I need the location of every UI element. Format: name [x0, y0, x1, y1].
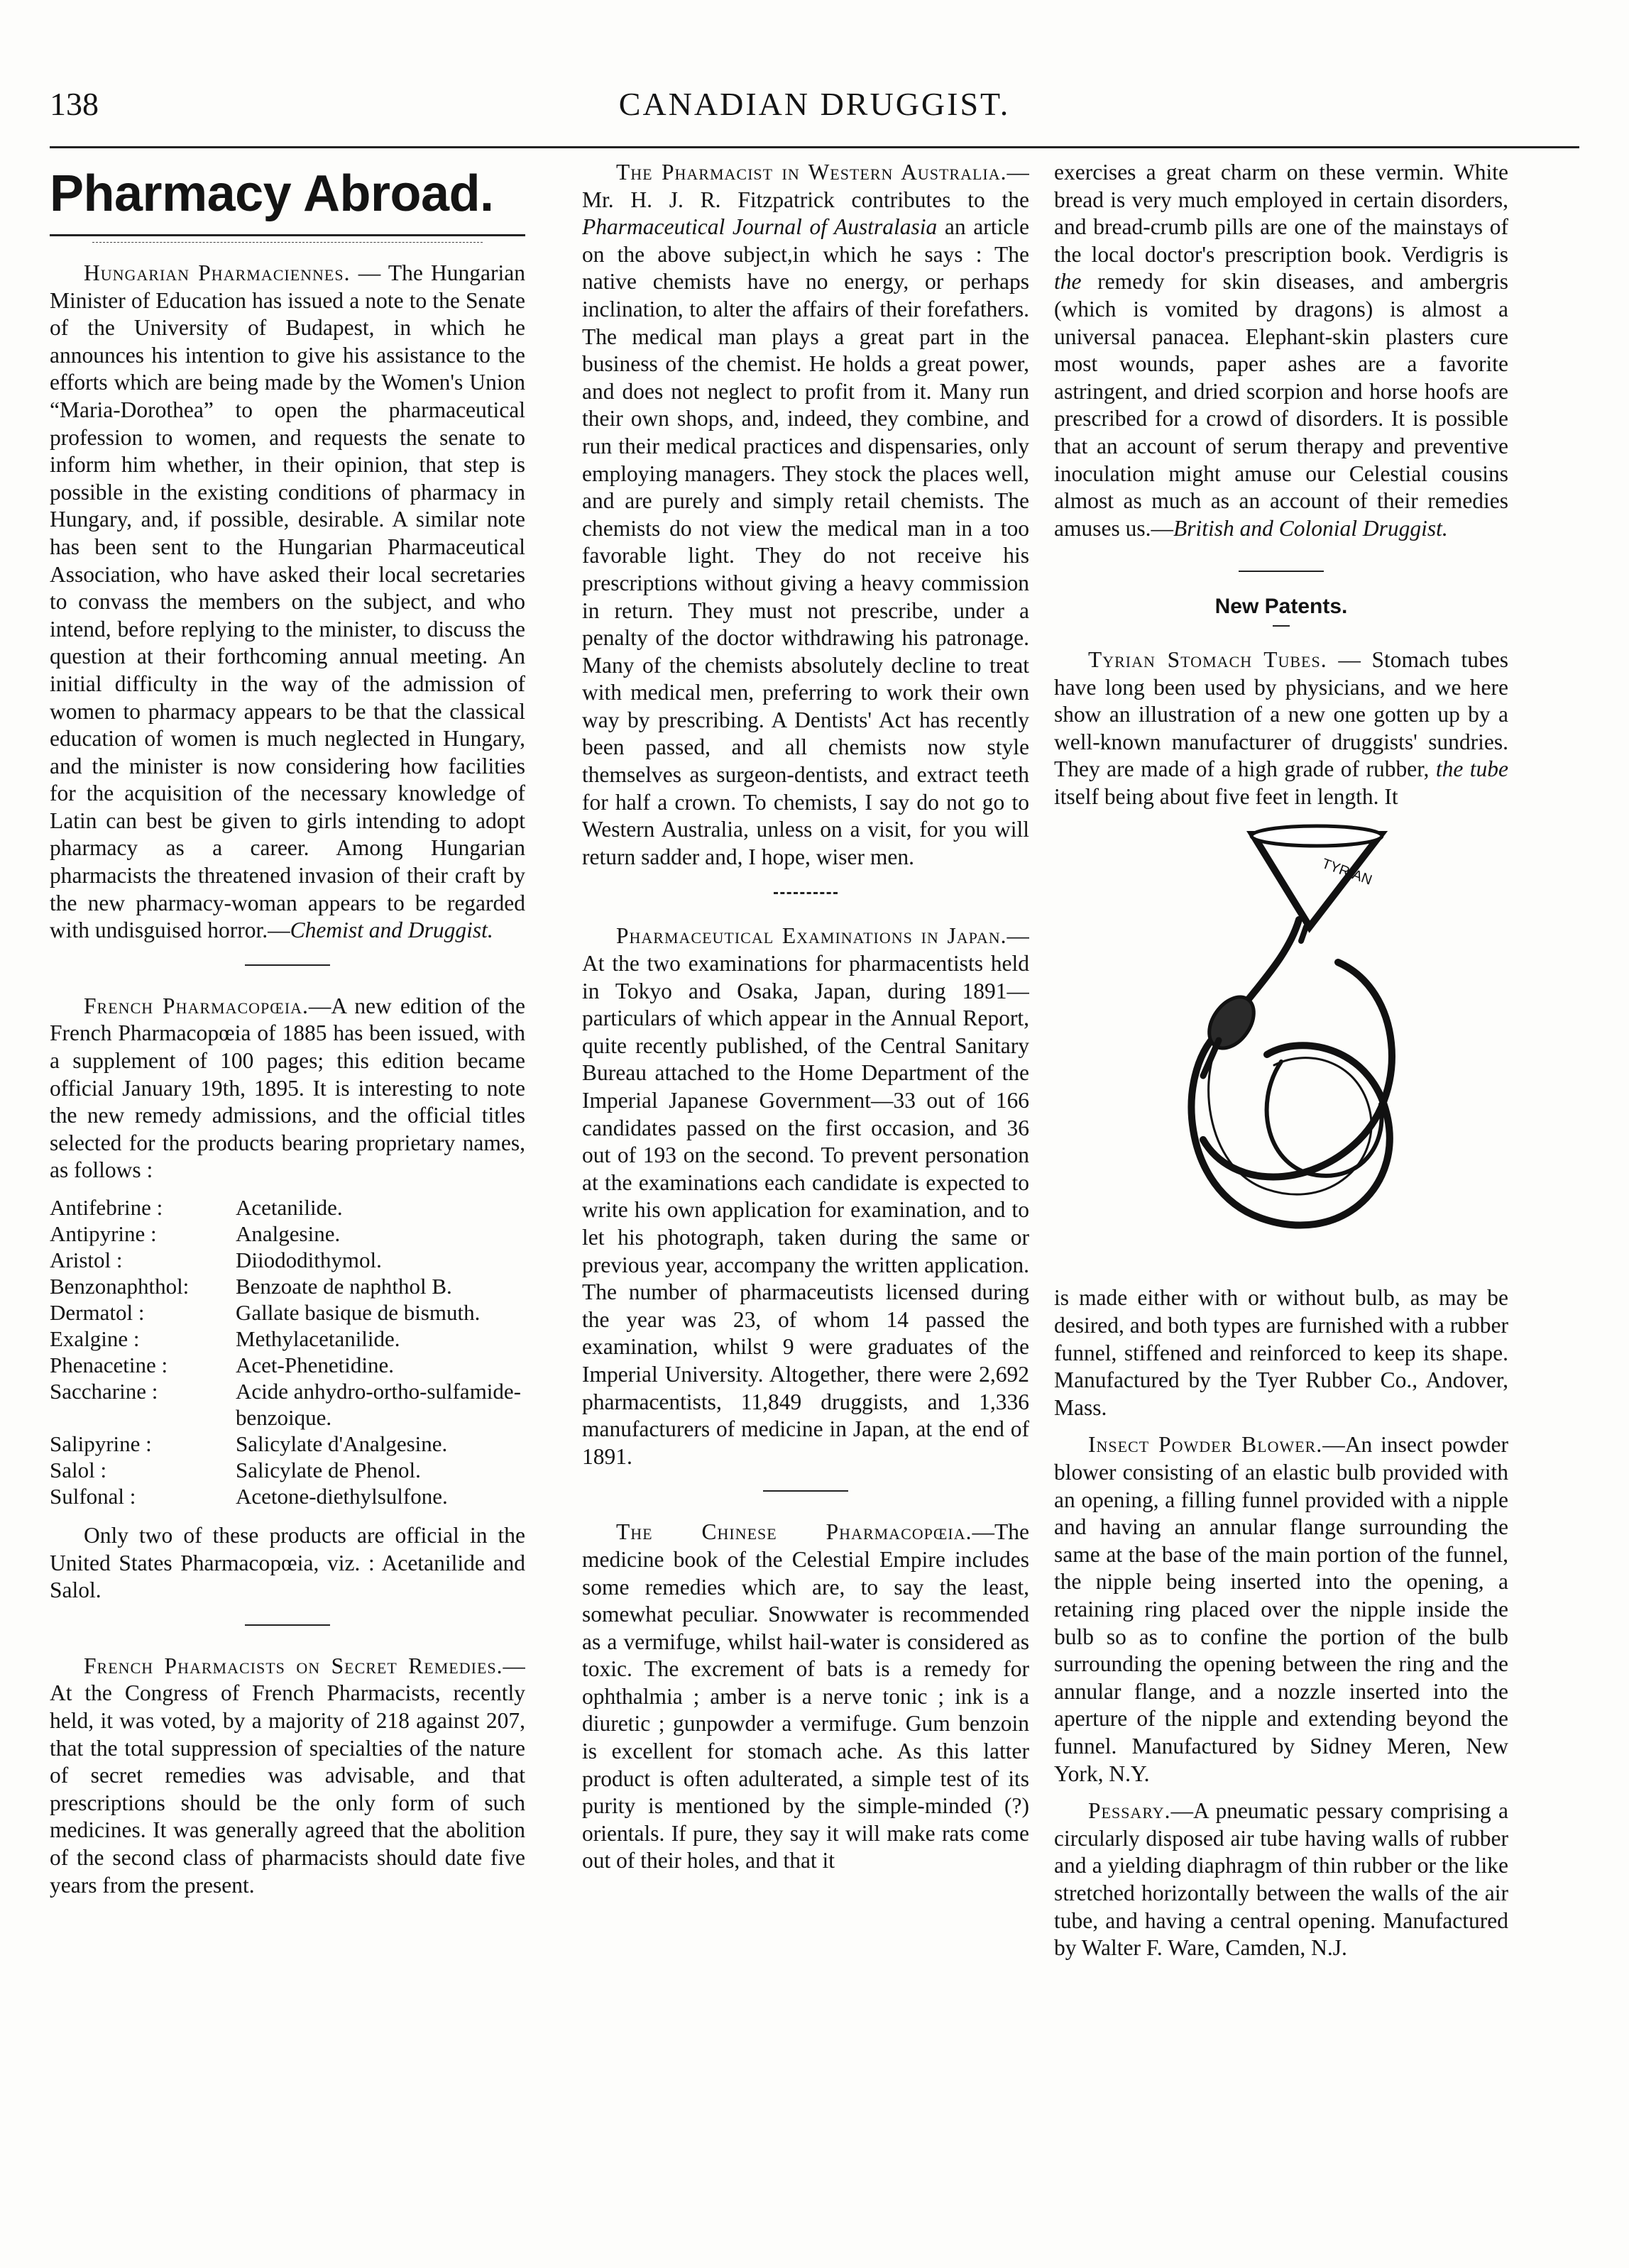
drug-official-name: Analgesine.: [236, 1221, 341, 1246]
stomach-tube-illustration: [1054, 820, 1508, 1275]
drug-row: [50, 1194, 525, 1221]
column-1: [50, 159, 525, 2240]
article-hungarian: [50, 260, 525, 945]
separator: [245, 964, 330, 966]
article-body: —An insect powder blower consisting of an elastic bulb provided with an opening, a filling funnel provided with a nipple and having an annular flange surrounding the same at the base of the main portion of the funnel, the nipple being inserted into the opening, a retaining ring placed over the nipple inside the bulb so as to confine the portion of the bulb surrounding the opening between the ring and the annular flange, and a nozzle inserted into the aperture of the nipple and extending beyond the funnel. Manufactured by Sidney Meren, New York, N.Y.: [1054, 1432, 1508, 1786]
article-body: —At the two examinations for pharmacentists held in Tokyo and Osaka, Japan, during 1891—particulars of which appear in the Annual Report, quite recently published, of the Central Sanitary Bureau attached to the Home Department of the Imperial Japanese Government—33 out of 166 candidates passed on the first occasion, and 36 out of 193 on the second. To prevent personation at the examinations each candidate is expected to write his own application for examination, and to let his photograph, taken during the same or previous year, accompany the written application. The number of pharmaceutists licensed during the year was 23, of whom 14 passed the examination, whilst 9 were graduates of the Imperial University. Altogether, there were 2,692 pharmacentists, 11,849 druggists, and 1,336 manufacturers of medicine in Japan, at the end of 1891.: [582, 923, 1029, 1469]
drug-trade-name: Salipyrine :: [50, 1431, 152, 1456]
article-body: an article on the above subject,in which he says : The native chemists have no energy, or perhaps inclination, to alter the affairs of their forefathers. The medical man plays a great part in the business of the chemist. He holds a great power, and does not neglect to profit from it. Many run their own shops, and, indeed, they combine, and run their medical practices and dispensaries, only employing managers. They stock the places well, and are purely and simply retail chemists. The chemists do not view the medical man in a too favorable light. They do not receive his prescriptions without giving a heavy commission in return. They must not prescribe, under a penalty of the doctor withdrawing his patronage. Many of the chemists absolutely decline to treat with medical men, preferring to work their own way by prescribing. A Dentists' Act has recently been passed, and all chemists now style themselves as surgeon-dentists, and extract teeth for half a crown. To chemists, I say do not go to Western Australia, unless on a visit, for you will return sadder and, I hope, wiser men.: [582, 214, 1029, 869]
column-2: [582, 159, 1029, 2240]
drug-trade-name: Exalgine :: [50, 1326, 140, 1351]
drug-row: [50, 1457, 525, 1483]
drug-row: [50, 1483, 525, 1509]
drug-trade-name: Benzonaphthol:: [50, 1274, 190, 1299]
article-body: —A new edition of the French Pharmacopœia of 1885 has been issued, with a supplement of 100 pages; this edition became official January 19th, 1895. It is interesting to note the new remedy admissions, and the official titles selected for the products bearing proprietary names, as follows :: [50, 993, 525, 1183]
article-head: The Chinese Pharmacopœia.: [616, 1519, 972, 1545]
article-french-pharmacopoeia: [50, 993, 525, 1184]
drug-official-name: Acetanilide.: [236, 1195, 343, 1220]
drug-trade-name: Antipyrine :: [50, 1221, 157, 1246]
drug-official-name: Methylacetanilide.: [236, 1326, 400, 1351]
article-head: Pessary.: [1088, 1798, 1171, 1824]
article-paragraph: is made either with or without bulb, as may be desired, and both types are furnished with a rubber funnel, stiffened and reinforced to keep its shape. Manufactured by the Tyer Rubber Co., Andover, Mass.: [1054, 1285, 1508, 1420]
header-rule: [50, 146, 1579, 148]
stomach-tube-icon: [1175, 820, 1402, 1260]
article-head: Hungarian Pharmaciennes.: [84, 260, 351, 285]
article-body: remedy for skin diseases, and ambergris (which is vomited by dragons) is almost a universal panacea. Elephant-skin plasters cure most wounds, paper ashes are a favorite astringent, and dried scorpion and horse hoofs are prescribed for a crowd of disorders. It is possible that an account of serum therapy and preventive inoculation might amuse our Celestial cousins almost as much as an account of their remedies amuses us.—: [1054, 269, 1508, 541]
separator: [245, 1624, 330, 1626]
emphasis: the tube: [1435, 756, 1508, 782]
drug-trade-name: Phenacetine :: [50, 1353, 168, 1377]
drug-trade-name: Salol :: [50, 1458, 107, 1482]
article-body: exercises a great charm on these vermin. White bread is very much employed in certain disorders, and bread-crumb pills are one of the mainstays of the local doctor's prescription book. Verdigris is: [1054, 160, 1508, 267]
drug-trade-name: Aristol :: [50, 1248, 123, 1272]
drug-official-name: Acet-Phenetidine.: [236, 1353, 394, 1377]
article-tyrian: [1054, 646, 1508, 811]
drug-row: [50, 1299, 525, 1326]
article-head: The Pharmacist in Western Australia.: [616, 160, 1007, 185]
article-paragraph: Only two of these products are official in the United States Pharmacopœia, viz. : Acetanilide and Salol.: [50, 1523, 525, 1603]
heading-rule: [1273, 625, 1290, 627]
drug-row: [50, 1326, 525, 1352]
article-pessary: [1054, 1798, 1508, 1962]
drug-official-name: Acide anhydro-ortho-sulfamide-benzoique.: [236, 1379, 522, 1430]
column-3: [1054, 159, 1508, 2240]
funnel-label: TYRIAN: [1320, 856, 1374, 889]
section-title: Pharmacy Abroad.: [50, 165, 494, 222]
article-head: French Pharmacists on Secret Remedies.: [84, 1653, 503, 1678]
drug-row: [50, 1352, 525, 1378]
drug-row: [50, 1273, 525, 1299]
drug-row: [50, 1221, 525, 1247]
article-chinese-continued: [1054, 159, 1508, 542]
drug-trade-name: Sulfonal :: [50, 1484, 136, 1509]
article-body: — The Hungarian Minister of Education has issued a note to the Senate of the University of Budapest, in which he announces his intention to give his assistance to the efforts which are being made by the Women's Union “Maria-Dorothea” to open the pharmaceutical profession to women, and requests the senate to inform him whether, in their opinion, that step is possible in the existing conditions of pharmacy in Hungary, and, if possible, desirable. A similar note has been sent to the Hungarian Pharmaceutical Association, who have asked their local secretaries to convass the members on the subject, and who intend, before replying to the minister, to discuss the question at their forthcoming annual meeting. An initial difficulty in the way of the admission of women to pharmacy appears to be that the classical education of women is much neglected in Hungary, and the minister is now considering how facilities for the acquisition of the necessary knowledge of Latin can best be given to girls intending to adopt pharmacy as a career. Among Hungarian pharmacists the threatened invasion of their craft by the new pharmacy-woman appears to be regarded with undisguised horror.—: [50, 260, 525, 943]
drug-trade-name: Saccharine :: [50, 1379, 158, 1404]
drug-row: [50, 1378, 525, 1431]
separator: [1239, 571, 1324, 572]
section-heading-new-patents: New Patents.: [1214, 595, 1348, 619]
article-body: —Mr. H. J. R. Fitzpatrick contributes to the: [582, 160, 1029, 212]
article-head: Pharmaceutical Examinations in Japan.: [616, 923, 1007, 949]
article-body: —A pneumatic pessary comprising a circularly disposed air tube having walls of rubber and a yielding diaphragm of thin rubber or the like stretched horizontally between the walls of the air tube, and having a central opening. Manufactured by Walter F. Ware, Camden, N.J.: [1054, 1798, 1508, 1961]
separator: [774, 892, 838, 894]
journal-name: Pharmaceutical Journal of Australasia: [582, 214, 938, 240]
article-head: French Pharmacopœia.: [84, 993, 309, 1018]
article-french-pharmacists: [50, 1653, 525, 1899]
article-western-australia: [582, 159, 1029, 871]
article-body: —At the Congress of French Pharmacists, recently held, it was voted, by a majority of 218 against 207, that the total suppression of specialties of the nature of secret remedies was advisable, and that prescriptions should be the only form of such medicines. It was generally agreed that the abolition of the second class of pharmacists should date five years from the present.: [50, 1653, 525, 1898]
drug-official-name: Acetone-diethylsulfone.: [236, 1484, 448, 1509]
page-number: 138: [50, 86, 99, 122]
article-chinese: [582, 1519, 1029, 1875]
drug-trade-name: Dermatol :: [50, 1300, 145, 1325]
drug-official-name: Gallate basique de bismuth.: [236, 1300, 481, 1325]
drug-official-name: Diiododithymol.: [236, 1248, 382, 1272]
drug-official-name: Benzoate de naphthol B.: [236, 1274, 452, 1299]
title-dashed-rule: [92, 242, 483, 243]
article-head: Tyrian Stomach Tubes.: [1088, 646, 1327, 672]
article-source: Chemist and Druggist.: [290, 918, 493, 943]
drug-row: [50, 1247, 525, 1273]
article-examinations: [582, 923, 1029, 1470]
emphasis: the: [1054, 269, 1082, 294]
article-body: itself being about five feet in length. It: [1054, 783, 1398, 809]
page-header: [50, 85, 1579, 135]
article-source: British and Colonial Druggist.: [1173, 515, 1448, 541]
article-body: — Stomach tubes have long been used by physicians, and we here show an illustration of a new one gotten up by a well-known manufacturer of druggists' sundries. They are made of a high grade of rubber,: [1054, 646, 1508, 782]
separator: [763, 1490, 848, 1492]
article-head: Insect Powder Blower.: [1088, 1432, 1323, 1458]
drug-row: [50, 1431, 525, 1457]
article-body: —The medicine book of the Celestial Empire includes some remedies which are, to say the least, somewhat peculiar. Snowwater is recommended as a vermifuge, whilst hail-water is considered as toxic. The excrement of bats is a remedy for ophthalmia ; amber is a nerve tonic ; ink is a diuretic ; gunpowder a vermifuge. Gum benzoin is excellent for stomach ache. As this latter product is often adulterated, a simple test of its purity is mentioned by the simple-minded (?) orientals. If pure, they say it will make rats come out of their holes, and that it: [582, 1519, 1029, 1873]
drug-names-table: [50, 1194, 525, 1509]
journal-title: CANADIAN DRUGGIST.: [618, 86, 1011, 122]
article-insect-powder-blower: [1054, 1431, 1508, 1788]
drug-trade-name: Antifebrine :: [50, 1195, 163, 1220]
drug-official-name: Salicylate d'Analgesine.: [236, 1431, 448, 1456]
title-rule: [50, 234, 525, 236]
drug-official-name: Salicylate de Phenol.: [236, 1458, 421, 1482]
